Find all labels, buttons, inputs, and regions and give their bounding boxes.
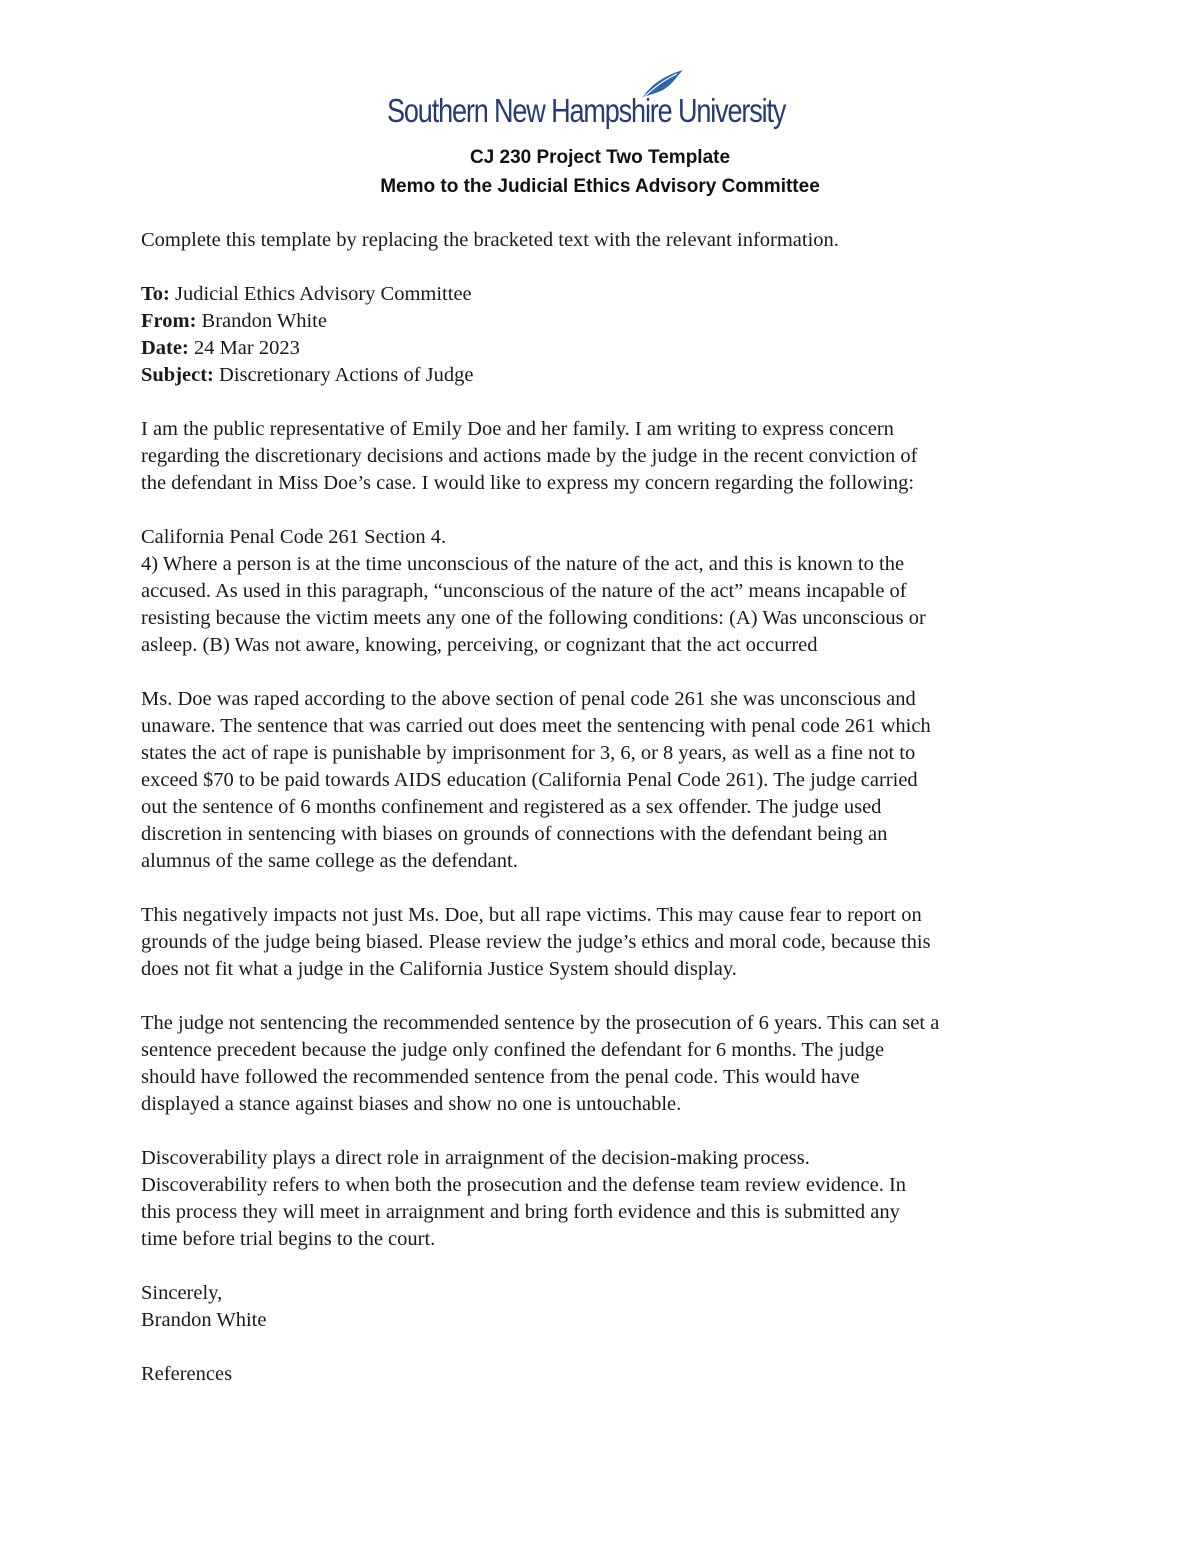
document-titles [0,143,1200,201]
memo-header [141,281,1081,389]
paragraph-line: discretion in sentencing with biases on grounds of connections with the defendant being an [141,823,888,845]
logo-text: Southern New Hampshire University [387,92,786,129]
paragraph-line: Ms. Doe was raped according to the above section of penal code 261 she was unconscious and [141,688,916,710]
paragraph-line: resisting because the victim meets any one of the following conditions: (A) Was unconscious or [141,607,926,629]
paragraph-line: the defendant in Miss Doe’s case. I would like to express my concern regarding the following: [141,472,915,494]
memo-from-line [141,308,1081,335]
paragraph-line: should have followed the recommended sentence from the penal code. This would have [141,1066,860,1088]
paragraph-line: I am the public representative of Emily Doe and her family. I am writing to express concern [141,418,894,440]
paragraph-line: California Penal Code 261 Section 4. [141,526,447,548]
paragraph-line: accused. As used in this paragraph, “unconscious of the nature of the act” means incapable of [141,580,907,602]
paragraph-intro [141,416,1081,497]
paragraph-line: states the act of rape is punishable by imprisonment for 3, 6, or 8 years, as well as a fine not to [141,742,916,764]
university-logo [387,68,817,134]
memo-from-label: From: [141,310,197,332]
memo-subject-value: Discretionary Actions of Judge [219,364,474,386]
memo-to-line [141,281,1081,308]
memo-from-value: Brandon White [201,310,327,332]
paragraph-precedent [141,1010,1081,1118]
closing-salutation: Sincerely, [141,1282,223,1304]
paragraph-line: out the sentence of 6 months confinement and registered as a sex offender. The judge used [141,796,882,818]
paragraph-line: The judge not sentencing the recommended sentence by the prosecution of 6 years. This can set a [141,1012,940,1034]
paragraph-line: exceed $70 to be paid towards AIDS education (California Penal Code 261). The judge carried [141,769,918,791]
document-title: CJ 230 Project Two Template [469,147,731,168]
paragraph-penal-code [141,524,1081,659]
paragraph-line: displayed a stance against biases and show no one is untouchable. [141,1093,682,1115]
paragraph-discoverability [141,1145,1081,1253]
paragraph-line: Discoverability refers to when both the prosecution and the defense team review evidence. In [141,1174,907,1196]
document-body [141,227,1081,1388]
memo-subject-label: Subject: [141,364,214,386]
memo-date-value: 24 Mar 2023 [193,337,300,359]
paragraph-impact [141,902,1081,983]
paragraph-line: This negatively impacts not just Ms. Doe, but all rape victims. This may cause fear to report on [141,904,922,926]
instructions-text: Complete this template by replacing the bracketed text with the relevant information. [141,229,839,251]
memo-to-label: To: [141,283,170,305]
paragraph-line: asleep. (B) Was not aware, knowing, perceiving, or cognizant that the act occurred [141,634,818,656]
memo-date-label: Date: [141,337,189,359]
paragraph-sentence [141,686,1081,875]
paragraph-line: 4) Where a person is at the time unconscious of the nature of the act, and this is known to the [141,553,905,575]
paragraph-line: sentence precedent because the judge only confined the defendant for 6 months. The judge [141,1039,885,1061]
paragraph-line: grounds of the judge being biased. Please review the judge’s ethics and moral code, because this [141,931,931,953]
paragraph-line: this process they will meet in arraignment and bring forth evidence and this is submitted any [141,1201,900,1223]
closing-block [141,1280,1081,1334]
references-heading: References [141,1363,233,1385]
paragraph-line: does not fit what a judge in the California Justice System should display. [141,958,737,980]
memo-date-line [141,335,1081,362]
paragraph-line: alumnus of the same college as the defendant. [141,850,518,872]
memo-to-value: Judicial Ethics Advisory Committee [175,283,472,305]
closing-signature: Brandon White [141,1309,267,1331]
paragraph-line: Discoverability plays a direct role in arraignment of the decision-making process. [141,1147,810,1169]
paragraph-line: unaware. The sentence that was carried out does meet the sentencing with penal code 261 which [141,715,931,737]
document-subtitle: Memo to the Judicial Ethics Advisory Committee [380,176,820,197]
paragraph-line: time before trial begins to the court. [141,1228,436,1250]
memo-subject-line [141,362,1081,389]
paragraph-line: regarding the discretionary decisions and actions made by the judge in the recent conviction of [141,445,918,467]
